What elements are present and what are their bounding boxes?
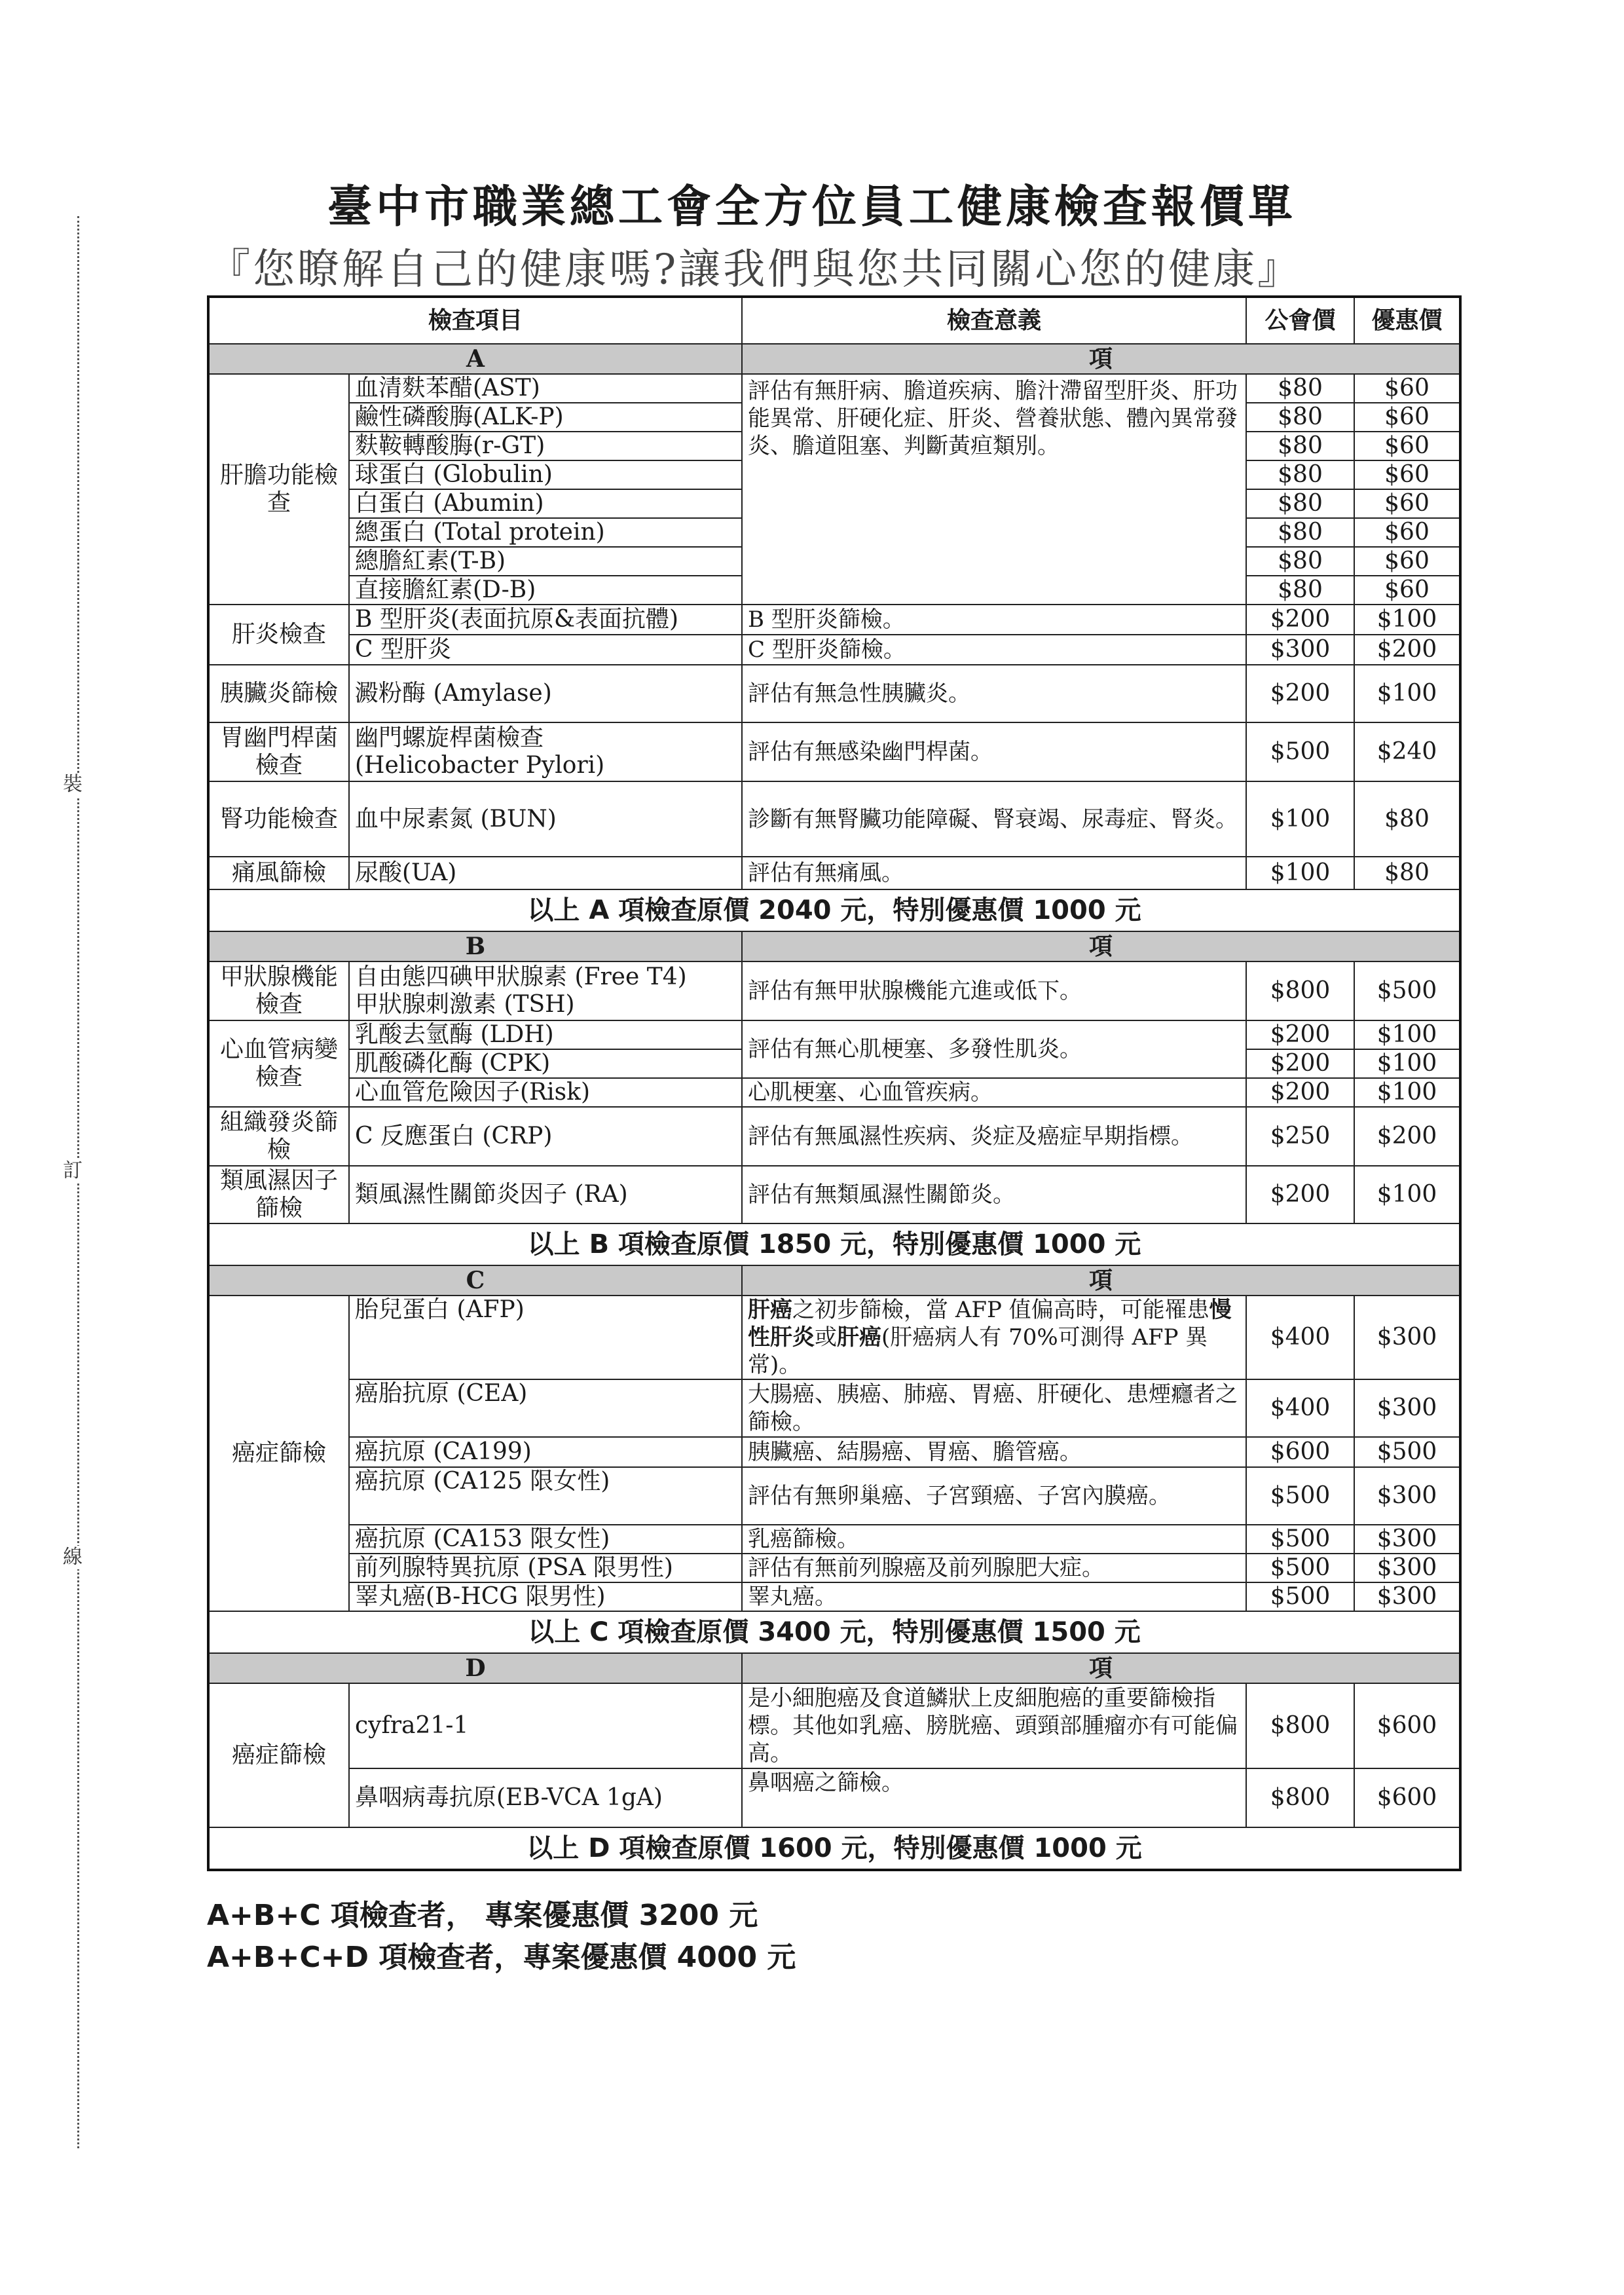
item-name: 心血管危險因子(Risk)	[349, 1078, 742, 1107]
table-header-row	[208, 297, 1460, 344]
header-union-price: 公會價	[1246, 297, 1354, 344]
header-discount-price: 優惠價	[1354, 297, 1460, 344]
item-name: 血清麩苯醋(AST)	[349, 374, 742, 403]
union-price: $80	[1246, 403, 1354, 432]
binding-mark: 訂	[63, 1159, 83, 1182]
item-name: 乳酸去氫酶 (LDH)	[349, 1020, 742, 1049]
discount-price: $100	[1354, 665, 1460, 722]
union-price: $80	[1246, 576, 1354, 605]
table-row	[208, 1379, 1460, 1437]
discount-price: $600	[1354, 1768, 1460, 1827]
section-suffix: 項	[742, 931, 1460, 961]
category-cell: 肝炎檢查	[208, 605, 349, 665]
category-cell: 癌症篩檢	[208, 1683, 349, 1827]
union-price: $300	[1246, 635, 1354, 665]
item-name: 鼻咽病毒抗原(EB-VCA 1gA)	[349, 1768, 742, 1827]
item-name: 麩鞍轉酸脢(r-GT)	[349, 432, 742, 460]
union-price: $500	[1246, 722, 1354, 781]
item-name: 鹼性磷酸脢(ALK-P)	[349, 403, 742, 432]
union-price: $250	[1246, 1107, 1354, 1166]
item-name: C 反應蛋白 (CRP)	[349, 1107, 742, 1166]
header-item: 檢查項目	[208, 297, 742, 344]
table-row	[208, 722, 1460, 781]
item-meaning: 是小細胞癌及食道鱗狀上皮細胞癌的重要篩檢指標。其他如乳癌、膀胱癌、頭頸部腫瘤亦有可能偏高。	[742, 1683, 1246, 1768]
section-c-summary-row	[208, 1611, 1460, 1653]
item-meaning: 評估有無卵巢癌、子宮頸癌、子宮內膜癌。	[742, 1467, 1246, 1525]
table-row	[208, 1296, 1460, 1379]
item-meaning: 評估有無肝病、膽道疾病、膽汁滯留型肝炎、肝功能異常、肝硬化症、肝炎、營養狀態、體內異常發炎、膽道阻塞、判斷黃疸類別。	[742, 374, 1246, 605]
section-suffix: 項	[742, 1653, 1460, 1683]
item-name-line: 甲狀腺刺激素 (TSH)	[355, 991, 575, 1018]
discount-price: $100	[1354, 1049, 1460, 1078]
price-table	[207, 295, 1462, 1871]
table-row	[208, 635, 1460, 665]
item-meaning: 評估有無類風濕性關節炎。	[742, 1166, 1246, 1223]
discount-price: $60	[1354, 460, 1460, 489]
item-meaning: B 型肝炎篩檢。	[742, 605, 1246, 635]
item-name: 直接膽紅素(D-B)	[349, 576, 742, 605]
table-row	[208, 1554, 1460, 1582]
item-name: 肌酸磷化酶 (CPK)	[349, 1049, 742, 1078]
discount-price: $60	[1354, 489, 1460, 518]
section-suffix: 項	[742, 1265, 1460, 1296]
union-price: $80	[1246, 374, 1354, 403]
meaning-emphasis: 肝癌	[748, 1297, 793, 1323]
item-name: B 型肝炎(表面抗原&表面抗體)	[349, 605, 742, 635]
item-meaning: 評估有無心肌梗塞、多發性肌炎。	[742, 1020, 1246, 1078]
discount-price: $300	[1354, 1379, 1460, 1437]
package-note: A+B+C 項檢查者， 專案優惠價 3200 元	[207, 1899, 758, 1932]
item-name: 總膽紅素(T-B)	[349, 547, 742, 576]
section-summary: 以上 D 項檢查原價 1600 元，特別優惠價 1000 元	[208, 1827, 1460, 1870]
category-cell: 甲狀腺機能檢查	[208, 961, 349, 1020]
item-name: 前列腺特異抗原 (PSA 限男性)	[349, 1554, 742, 1582]
category-cell: 肝膽功能檢查	[208, 374, 349, 605]
item-name: 類風濕性關節炎因子 (RA)	[349, 1166, 742, 1223]
item-meaning: C 型肝炎篩檢。	[742, 635, 1246, 665]
item-name: 白蛋白 (Abumin)	[349, 489, 742, 518]
meaning-text: 或	[815, 1324, 838, 1351]
item-name	[349, 961, 742, 1020]
section-letter: D	[208, 1653, 742, 1683]
table-row	[208, 857, 1460, 889]
category-cell: 胰臟炎篩檢	[208, 665, 349, 722]
item-name: 澱粉酶 (Amylase)	[349, 665, 742, 722]
item-name	[349, 722, 742, 781]
discount-price: $60	[1354, 518, 1460, 547]
union-price: $200	[1246, 605, 1354, 635]
header-meaning: 檢查意義	[742, 297, 1246, 344]
union-price: $200	[1246, 1166, 1354, 1223]
union-price: $500	[1246, 1525, 1354, 1554]
item-name: 癌抗原 (CA199)	[349, 1437, 742, 1467]
item-meaning	[742, 1296, 1246, 1379]
category-cell: 胃幽門桿菌檢查	[208, 722, 349, 781]
discount-price: $60	[1354, 576, 1460, 605]
union-price: $400	[1246, 1296, 1354, 1379]
discount-price: $240	[1354, 722, 1460, 781]
union-price: $80	[1246, 432, 1354, 460]
union-price: $600	[1246, 1437, 1354, 1467]
item-name: 癌抗原 (CA125 限女性)	[349, 1467, 742, 1525]
category-cell: 組織發炎篩檢	[208, 1107, 349, 1166]
section-d-summary-row	[208, 1827, 1460, 1870]
union-price: $500	[1246, 1582, 1354, 1611]
item-name: cyfra21-1	[349, 1683, 742, 1768]
union-price: $100	[1246, 781, 1354, 857]
binding-mark: 裝	[63, 773, 83, 796]
table-row	[208, 1582, 1460, 1611]
discount-price: $60	[1354, 547, 1460, 576]
union-price: $400	[1246, 1379, 1354, 1437]
item-meaning: 評估有無風濕性疾病、炎症及癌症早期指標。	[742, 1107, 1246, 1166]
discount-price: $300	[1354, 1582, 1460, 1611]
union-price: $200	[1246, 1020, 1354, 1049]
table-row	[208, 781, 1460, 857]
union-price: $200	[1246, 1049, 1354, 1078]
table-row	[208, 1107, 1460, 1166]
item-name: 球蛋白 (Globulin)	[349, 460, 742, 489]
discount-price: $500	[1354, 961, 1460, 1020]
section-b-header	[208, 931, 1460, 961]
item-meaning: 評估有無急性胰臟炎。	[742, 665, 1246, 722]
union-price: $500	[1246, 1554, 1354, 1582]
discount-price: $100	[1354, 605, 1460, 635]
item-meaning: 大腸癌、胰癌、肺癌、胃癌、肝硬化、患煙癮者之篩檢。	[742, 1379, 1246, 1437]
discount-price: $60	[1354, 432, 1460, 460]
discount-price: $80	[1354, 857, 1460, 889]
union-price: $800	[1246, 1683, 1354, 1768]
discount-price: $200	[1354, 1107, 1460, 1166]
discount-price: $60	[1354, 403, 1460, 432]
category-cell: 癌症篩檢	[208, 1296, 349, 1611]
section-letter: A	[208, 344, 742, 374]
section-a-summary-row	[208, 889, 1460, 931]
item-meaning: 心肌梗塞、心血管疾病。	[742, 1078, 1246, 1107]
item-name: 癌胎抗原 (CEA)	[349, 1379, 742, 1437]
item-name-line: 幽門螺旋桿菌檢查	[355, 724, 544, 751]
union-price: $200	[1246, 665, 1354, 722]
discount-price: $100	[1354, 1020, 1460, 1049]
category-cell: 腎功能檢查	[208, 781, 349, 857]
union-price: $800	[1246, 1768, 1354, 1827]
meaning-emphasis: 慢性肝炎	[748, 1297, 1232, 1351]
section-b-summary-row	[208, 1223, 1460, 1265]
section-letter: B	[208, 931, 742, 961]
item-meaning: 評估有無痛風。	[742, 857, 1246, 889]
discount-price: $80	[1354, 781, 1460, 857]
meaning-emphasis: 肝癌	[837, 1324, 882, 1351]
table-row	[208, 1768, 1460, 1827]
page-title: 臺中市職業總工會全方位員工健康檢查報價單	[327, 181, 1297, 233]
table-row	[208, 1683, 1460, 1768]
discount-price: $100	[1354, 1078, 1460, 1107]
table-row	[208, 1467, 1460, 1525]
discount-price: $500	[1354, 1437, 1460, 1467]
union-price: $80	[1246, 460, 1354, 489]
item-name: 胎兒蛋白 (AFP)	[349, 1296, 742, 1379]
section-summary: 以上 A 項檢查原價 2040 元，特別優惠價 1000 元	[208, 889, 1460, 931]
item-name: C 型肝炎	[349, 635, 742, 665]
table-row	[208, 1078, 1460, 1107]
table-row	[208, 961, 1460, 1020]
section-letter: C	[208, 1265, 742, 1296]
discount-price: $300	[1354, 1467, 1460, 1525]
package-note: A+B+C+D 項檢查者，專案優惠價 4000 元	[207, 1941, 796, 1974]
union-price: $200	[1246, 1078, 1354, 1107]
item-name: 睪丸癌(B-HCG 限男性)	[349, 1582, 742, 1611]
union-price: $80	[1246, 518, 1354, 547]
section-suffix: 項	[742, 344, 1460, 374]
discount-price: $300	[1354, 1554, 1460, 1582]
discount-price: $300	[1354, 1296, 1460, 1379]
table-row	[208, 665, 1460, 722]
item-meaning: 評估有無甲狀腺機能亢進或低下。	[742, 961, 1246, 1020]
item-name-line: (Helicobacter Pylori)	[355, 752, 605, 779]
category-cell: 痛風篩檢	[208, 857, 349, 889]
table-row	[208, 1020, 1460, 1049]
item-name: 血中尿素氮 (BUN)	[349, 781, 742, 857]
table-row	[208, 1166, 1460, 1223]
meaning-text: 之初步篩檢，當 AFP 值偏高時，可能罹患	[792, 1297, 1209, 1323]
item-name: 總蛋白 (Total protein)	[349, 518, 742, 547]
discount-price: $100	[1354, 1166, 1460, 1223]
item-meaning: 診斷有無腎臟功能障礙、腎衰竭、尿毒症、腎炎。	[742, 781, 1246, 857]
page-subtitle: 『您瞭解自己的健康嗎?讓我們與您共同關心您的健康』	[208, 246, 1302, 294]
discount-price: $600	[1354, 1683, 1460, 1768]
item-meaning: 評估有無感染幽門桿菌。	[742, 722, 1246, 781]
section-c-header	[208, 1265, 1460, 1296]
union-price: $800	[1246, 961, 1354, 1020]
item-name: 癌抗原 (CA153 限女性)	[349, 1525, 742, 1554]
union-price: $80	[1246, 489, 1354, 518]
section-a-header	[208, 344, 1460, 374]
table-row	[208, 605, 1460, 635]
section-summary: 以上 C 項檢查原價 3400 元，特別優惠價 1500 元	[208, 1611, 1460, 1653]
table-row	[208, 1437, 1460, 1467]
union-price: $100	[1246, 857, 1354, 889]
section-summary: 以上 B 項檢查原價 1850 元，特別優惠價 1000 元	[208, 1223, 1460, 1265]
discount-price: $300	[1354, 1525, 1460, 1554]
discount-price: $200	[1354, 635, 1460, 665]
item-meaning: 乳癌篩檢。	[742, 1525, 1246, 1554]
union-price: $80	[1246, 547, 1354, 576]
union-price: $500	[1246, 1467, 1354, 1525]
item-meaning: 胰臟癌、結腸癌、胃癌、膽管癌。	[742, 1437, 1246, 1467]
section-d-header	[208, 1653, 1460, 1683]
category-cell: 類風濕因子篩檢	[208, 1166, 349, 1223]
item-meaning: 睪丸癌。	[742, 1582, 1246, 1611]
binding-mark: 線	[63, 1546, 83, 1569]
discount-price: $60	[1354, 374, 1460, 403]
item-name-line: 自由態四碘甲狀腺素 (Free T4)	[355, 963, 687, 990]
item-name: 尿酸(UA)	[349, 857, 742, 889]
item-meaning: 評估有無前列腺癌及前列腺肥大症。	[742, 1554, 1246, 1582]
table-row	[208, 374, 1460, 403]
category-cell: 心血管病變檢查	[208, 1020, 349, 1107]
table-row	[208, 1525, 1460, 1554]
item-meaning: 鼻咽癌之篩檢。	[742, 1768, 1246, 1827]
meaning-text: (肝癌病人有 70%可測得 AFP 異常)。	[748, 1324, 1208, 1378]
